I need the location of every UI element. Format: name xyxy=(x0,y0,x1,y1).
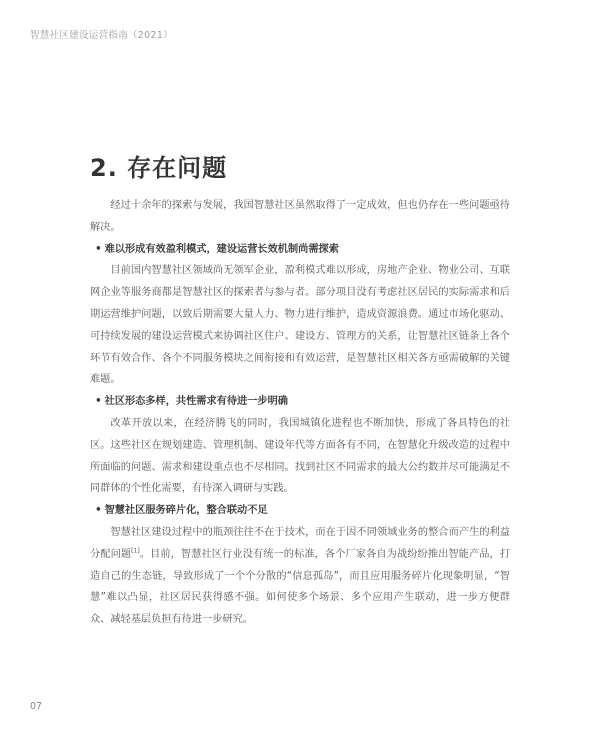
subheading-2 xyxy=(90,391,510,413)
bullet-icon: • xyxy=(95,505,102,517)
subheading-1 xyxy=(90,239,510,261)
paragraph-3 xyxy=(90,522,510,631)
bullet-icon: • xyxy=(95,243,102,255)
bullet-icon: • xyxy=(95,396,102,408)
subheading-text: 智慧社区服务碎片化，整合联动不足 xyxy=(104,505,268,517)
paragraph-3-cont: 。目前，智慧社区行业没有统一的标准，各个厂家各自为战纷纷推出智能产品，打造自己的生态链，导致形成了一个个分散的“信息孤岛”，而且应用服务碎片化现象明显，“智慧”难以凸显，社区居民获得感不强。如何使多个场景、多个应用产生联动，进一步方便群众、减轻基层负担有待进一步研究。 xyxy=(90,548,511,626)
section-body xyxy=(90,195,510,631)
intro-paragraph: 经过十余年的探索与发展，我国智慧社区虽然取得了一定成效，但也仍存在一些问题亟待解决。 xyxy=(90,200,510,233)
citation-ref[interactable]: [1] xyxy=(131,547,140,555)
paragraph-1: 目前国内智慧社区领域尚无领军企业，盈利模式难以形成，房地产企业、物业公司、互联网企业等服务商都是智慧社区的探索者与参与者。部分项目没有考虑社区居民的实际需求和后期运营维护问题，以致后期需要大量人力、物力进行维护，造成资源浪费。通过市场化驱动、可持续发展的建设运营模式来协调社区住户、建设方、管理方的关系，让智慧社区链条上各个环节有效合作、各个不同服务模块之间衔接和有效运营，是智慧社区相关各方亟需破解的关键难题。 xyxy=(90,265,510,386)
subheading-text: 社区形态多样，共性需求有待进一步明确 xyxy=(104,396,288,408)
running-header: 智慧社区建设运营指南（2021） xyxy=(30,30,173,41)
paragraph-2: 改革开放以来，在经济腾飞的同时，我国城镇化进程也不断加快，形成了各具特色的社区。这些社区在规划建造、管理机制、建设年代等方面各有不同，在智慧化升级改造的过程中所面临的问题、需求和建设重点也不尽相同。找到社区不同需求的最大公约数并尽可能满足不同群体的个性化需要，有待深入调研与实践。 xyxy=(90,417,510,495)
paragraph-3-text: 智慧社区建设过程中的瓶颈往往不在于技术，而在于因不同领域业务的整合而产生的利益分配问题 xyxy=(90,526,510,560)
subheading-text: 难以形成有效盈利模式，建设运营长效机制尚需探索 xyxy=(104,243,339,255)
section-title: 2. 存在问题 xyxy=(90,154,228,182)
subheading-3 xyxy=(90,500,510,522)
page-number: 07 xyxy=(30,701,43,712)
